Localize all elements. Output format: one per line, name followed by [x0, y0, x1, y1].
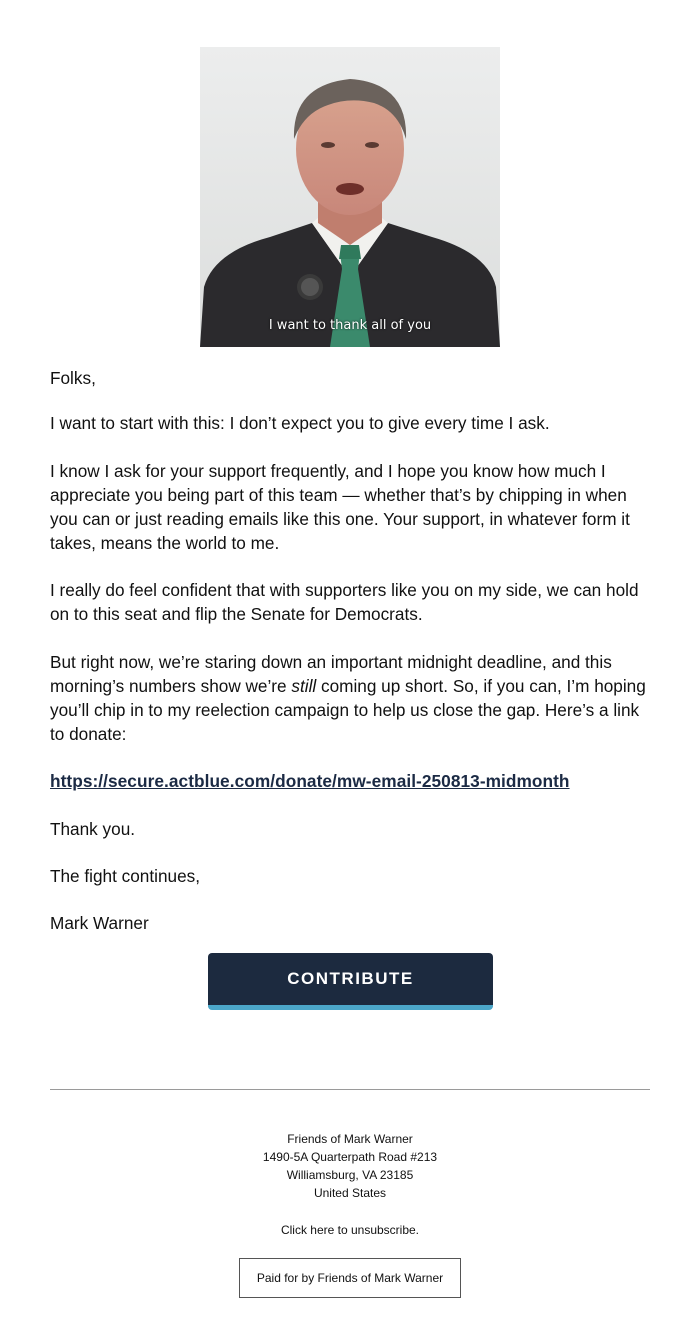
footer-city: Williamsburg, VA 23185: [286, 1168, 414, 1182]
paragraph-2: [50, 459, 656, 555]
unsubscribe-link[interactable]: Click here to unsubscribe.: [280, 1223, 420, 1237]
signature-text: Mark Warner: [50, 913, 149, 933]
paragraph-4: [50, 650, 656, 746]
paragraph-1: [50, 411, 656, 435]
video-caption: I want to thank all of you: [268, 318, 432, 333]
paragraph-2-text: I know I ask for your support frequently, and I hope you know how much I appreciate you being part of this team — whether that’s by chipping in when you can or just reading emails like this one. Your support, in whatever form it takes, means the world to me.: [50, 461, 630, 553]
paragraph-4-before: But right now, we’re staring down an important midnight deadline, and this morning’s numbers show we’re: [50, 652, 612, 696]
paragraph-4-text: [50, 650, 656, 746]
video-thumbnail[interactable]: [200, 47, 500, 347]
closing-text: The fight continues,: [50, 866, 201, 886]
speaker-photo: [200, 47, 500, 347]
greeting: [50, 366, 656, 390]
paragraph-3: [50, 578, 656, 626]
paragraph-1-text: I want to start with this: I don’t expect you to give every time I ask.: [50, 413, 550, 433]
footer-street: 1490-5A Quarterpath Road #213: [262, 1150, 438, 1164]
donate-link-row: [50, 769, 656, 793]
paragraph-4-emphasis: still: [291, 676, 317, 696]
signature: [50, 911, 656, 935]
thanks-text: Thank you.: [50, 819, 136, 839]
footer-country: United States: [313, 1186, 387, 1200]
thanks: [50, 817, 656, 841]
footer-divider: [50, 1089, 650, 1090]
footer-org: Friends of Mark Warner: [287, 1132, 413, 1146]
paragraph-3-text: I really do feel confident that with supporters like you on my side, we can hold on to this seat and flip the Senate for Democrats.: [50, 580, 639, 624]
contribute-button[interactable]: CONTRIBUTE: [208, 953, 493, 1010]
paid-for-disclaimer: Paid for by Friends of Mark Warner: [239, 1258, 461, 1298]
closing: [50, 864, 656, 888]
donate-link[interactable]: https://secure.actblue.com/donate/mw-email-250813-midmonth: [50, 771, 570, 791]
footer-address: [0, 1130, 700, 1202]
greeting-text: Folks,: [50, 368, 96, 388]
paragraph-4-after: coming up short. So, if you can, I’m hoping you’ll chip in to my reelection campaign to help us close the gap. Here’s a link to donate:: [50, 676, 646, 744]
